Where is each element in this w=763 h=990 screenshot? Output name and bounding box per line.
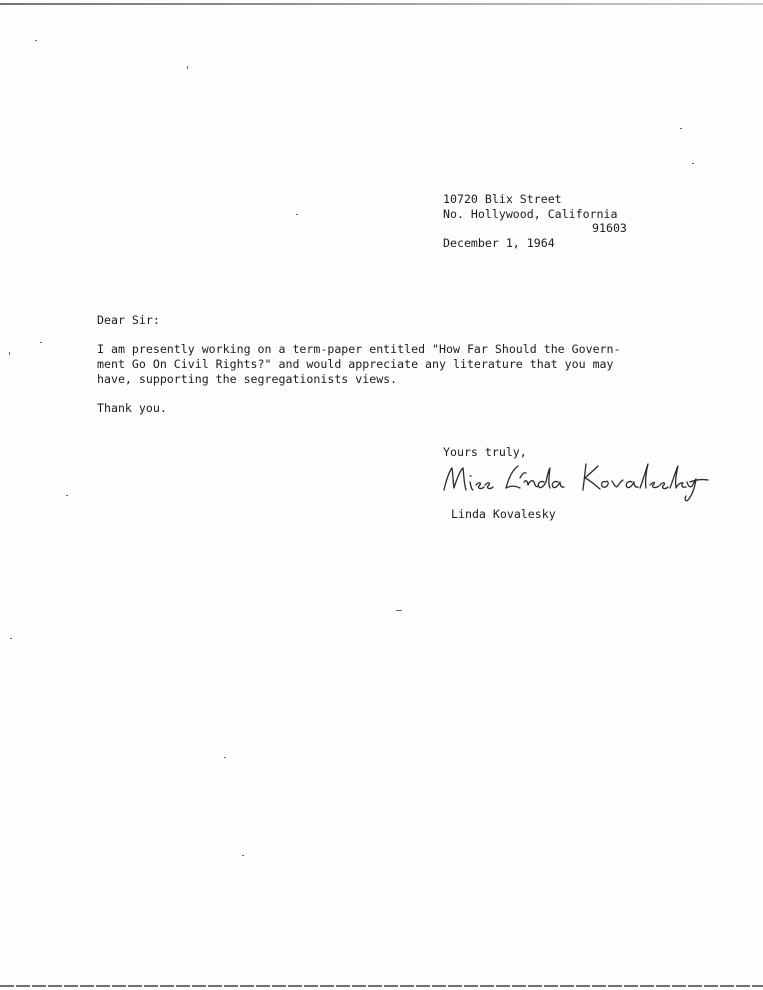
scan-speck <box>242 855 244 856</box>
handwritten-signature <box>440 452 710 502</box>
body-line-3: have, supporting the segregationists views. <box>97 372 398 386</box>
scan-speck <box>680 128 682 129</box>
body-line-2: ment Go On Civil Rights?" and would appreciate any literature that you may <box>97 357 614 371</box>
address-street: 10720 Blix Street <box>443 192 562 206</box>
scan-speck <box>10 638 12 639</box>
scan-speck <box>396 610 402 611</box>
thanks-line: Thank you. <box>97 401 167 415</box>
page-top-edge <box>0 3 763 5</box>
page-bottom-edge <box>0 985 763 987</box>
scan-speck <box>187 66 188 69</box>
address-city: No. Hollywood, California <box>443 207 618 221</box>
letter-date: December 1, 1964 <box>443 236 555 250</box>
scan-speck <box>35 40 37 41</box>
typed-name: Linda Kovalesky <box>451 507 556 521</box>
scan-speck <box>224 757 226 758</box>
scan-speck <box>692 163 694 164</box>
salutation: Dear Sir: <box>97 313 160 327</box>
address-zip: 91603 <box>592 221 627 235</box>
scan-speck <box>66 495 68 496</box>
closing: Yours truly, <box>443 445 527 459</box>
scan-speck <box>40 342 42 343</box>
scan-speck <box>9 352 10 355</box>
body-line-1: I am presently working on a term-paper entitled "How Far Should the Govern- <box>97 342 621 356</box>
scan-speck <box>296 214 298 215</box>
